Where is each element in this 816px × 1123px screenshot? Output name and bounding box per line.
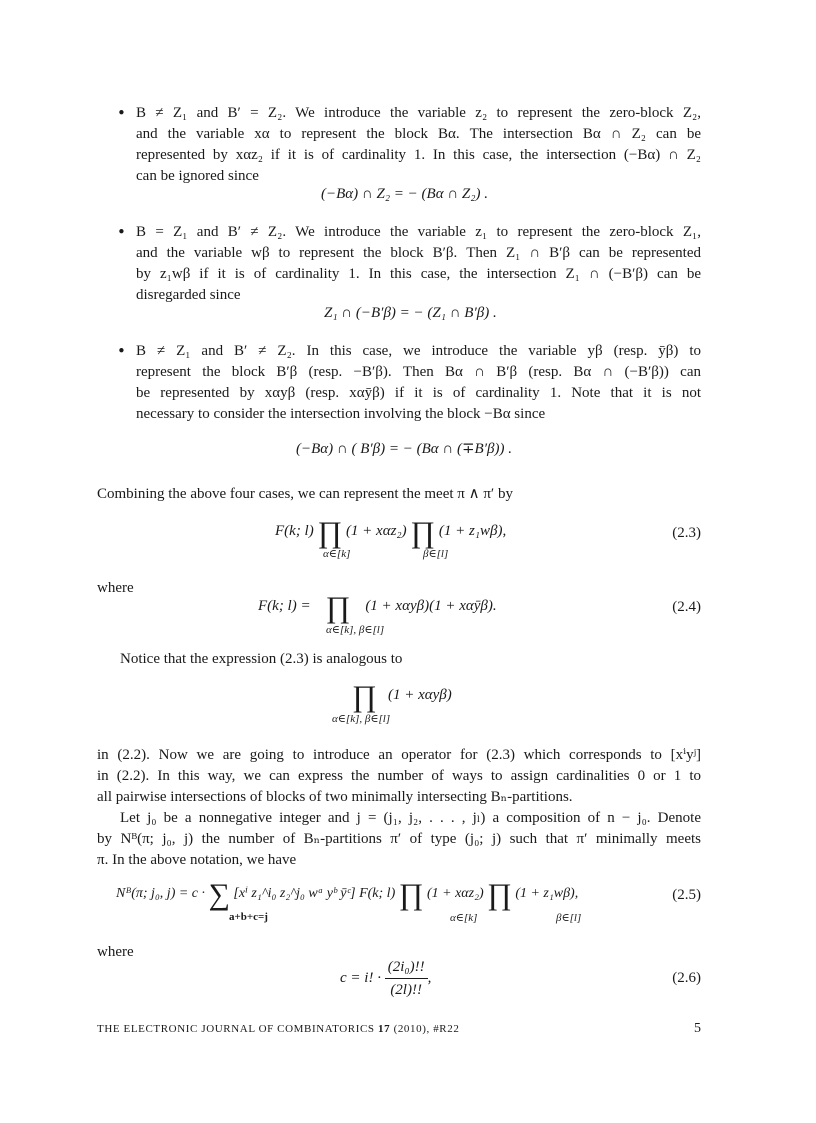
where-label: where	[97, 580, 134, 596]
eq24-rhs: (1 + xαyβ)(1 + xαȳβ).	[365, 598, 497, 614]
year-article: (2010), #R22	[393, 1023, 460, 1035]
bullet1-equation: (−Bα) ∩ Z₂ = − (Bα ∩ Z₂) .	[321, 186, 488, 202]
paragraph2-line1: Let j₀ be a nonnegative integer and j = (j₁, j₂, . . . , jₗ) a composition of n − j₀. Denote	[120, 810, 701, 826]
bullet-marker: •	[117, 223, 126, 241]
paragraph1-line1: in (2.2). Now we are going to introduce an operator for (2.3) which corresponds to [xⁱyʲ]	[97, 747, 701, 763]
bullet-marker: •	[117, 104, 126, 122]
page-number: 5	[694, 1021, 701, 1036]
product-symbol: ∏	[317, 516, 343, 549]
eq24-number: (2.4)	[672, 599, 701, 615]
eq24-sub: α∈[k], β∈[l]	[326, 624, 385, 636]
eq26-lhs: c = i! ·	[340, 969, 381, 986]
eq25-sub2: β∈[l]	[556, 912, 582, 924]
bullet1-line2: and the variable xα to represent the block Bα. The intersection Bα ∩ Z₂ can be	[136, 126, 701, 142]
running-footer	[97, 1023, 459, 1035]
eq25-factor2: (1 + z₁wβ),	[515, 886, 579, 901]
eq23-sub1: α∈[k]	[323, 548, 351, 560]
eq25-factor1: (1 + xαz₂)	[426, 886, 484, 901]
eq25-number: (2.5)	[672, 887, 701, 903]
equation-2-4	[258, 593, 497, 623]
analog-rhs: (1 + xαyβ)	[387, 687, 452, 703]
eq25-sum-sub: a+b+c=j	[229, 911, 268, 923]
paragraph1-line3: all pairwise intersections of blocks of two minimally intersecting Bₙ-partitions.	[97, 789, 573, 805]
eq26-number: (2.6)	[672, 970, 701, 986]
bullet2-line2: and the variable wβ to represent the block B′β. Then Z₁ ∩ B′β can be represented	[136, 245, 701, 261]
bullet3-line4: necessary to consider the intersection involving the block −Bα since	[136, 406, 546, 422]
bullet-marker: •	[117, 342, 126, 360]
analog-sub: α∈[k], β∈[l]	[332, 713, 391, 725]
product-symbol: ∏	[352, 680, 377, 713]
product-symbol: ∏	[410, 516, 436, 549]
equation-2-3	[275, 518, 506, 548]
eq26-numerator: (2i₀)!!	[385, 956, 428, 979]
product-symbol: ∏	[487, 878, 512, 911]
product-symbol: ∏	[398, 878, 424, 911]
bullet3-line1: B ≠ Z₁ and B′ ≠ Z₂. In this case, we introduce the variable yβ (resp. ȳβ) to	[136, 343, 701, 359]
where-label: where	[97, 944, 134, 960]
bullet2-line3: by z₁wβ if it is of cardinality 1. In this case, the intersection Z₁ ∩ (−B′β) can be	[136, 266, 701, 282]
eq26-tail: ,	[427, 969, 432, 986]
eq25-mid: F(k; l)	[359, 886, 396, 901]
notice-sentence: Notice that the expression (2.3) is analogous to	[120, 651, 403, 667]
paragraph2-line3: π. In the above notation, we have	[97, 852, 297, 868]
paragraph2-line2: by Nᴮ(π; j₀, j) the number of Bₙ-partitions π′ of type (j₀; j) such that π′ minimally meets	[97, 831, 701, 847]
bullet2-line4: disregarded since	[136, 287, 241, 303]
journal-name: THE ELECTRONIC JOURNAL OF COMBINATORICS	[97, 1023, 375, 1035]
volume-number: 17	[378, 1023, 391, 1035]
eq25-lhs: Nᴮ(π; j₀, j) = c ·	[116, 886, 206, 901]
eq23-sub2: β∈[l]	[423, 548, 449, 560]
paragraph1-line2: in (2.2). In this way, we can express the number of ways to assign cardinalities 0 or 1 to	[97, 768, 701, 784]
bullet1-line3: represented by xαz₂ if it is of cardinality 1. In this case, the intersection (−Bα) ∩ Z₂	[136, 147, 701, 163]
sum-symbol: ∑	[208, 878, 230, 911]
eq23-number: (2.3)	[672, 525, 701, 541]
eq25-bracket: [xⁱ z₁^i₀ z₂^j₀ wᵃ yᵇ ȳᶜ]	[233, 886, 356, 901]
eq24-lhs: F(k; l) =	[258, 598, 311, 614]
bullet3-equation: (−Bα) ∩ ( B′β) = − (Bα ∩ (∓B′β)) .	[296, 441, 512, 457]
bullet1-line4: can be ignored since	[136, 168, 259, 184]
eq23-lhs: F(k; l)	[275, 523, 314, 539]
bullet2-equation: Z₁ ∩ (−B′β) = − (Z₁ ∩ B′β) .	[324, 305, 497, 321]
eq26-denominator: (2l)!!	[390, 982, 422, 998]
fraction	[385, 956, 428, 1001]
equation-2-6	[340, 956, 431, 1001]
eq23-factor1: (1 + xαz₂)	[345, 523, 407, 539]
eq23-factor2: (1 + z₁wβ),	[438, 523, 507, 539]
bullet1-line1: B ≠ Z₁ and B′ = Z₂. We introduce the variable z₂ to represent the zero-block Z₂,	[136, 105, 701, 121]
equation-2-5	[116, 880, 578, 910]
eq25-sub1: α∈[k]	[450, 912, 478, 924]
analog-equation	[352, 682, 452, 712]
product-symbol: ∏	[325, 591, 351, 624]
combining-sentence: Combining the above four cases, we can represent the meet π ∧ π′ by	[97, 486, 513, 502]
bullet3-line3: be represented by xαyβ (resp. xαȳβ) if it is of cardinality 1. Note that it is not	[136, 385, 701, 401]
bullet2-line1: B = Z₁ and B′ ≠ Z₂. We introduce the variable z₁ to represent the zero-block Z₁,	[136, 224, 701, 240]
bullet3-line2: represent the block B′β (resp. −B′β). Then Bα ∩ B′β (resp. Bα ∩ (−B′β)) can	[136, 364, 701, 380]
